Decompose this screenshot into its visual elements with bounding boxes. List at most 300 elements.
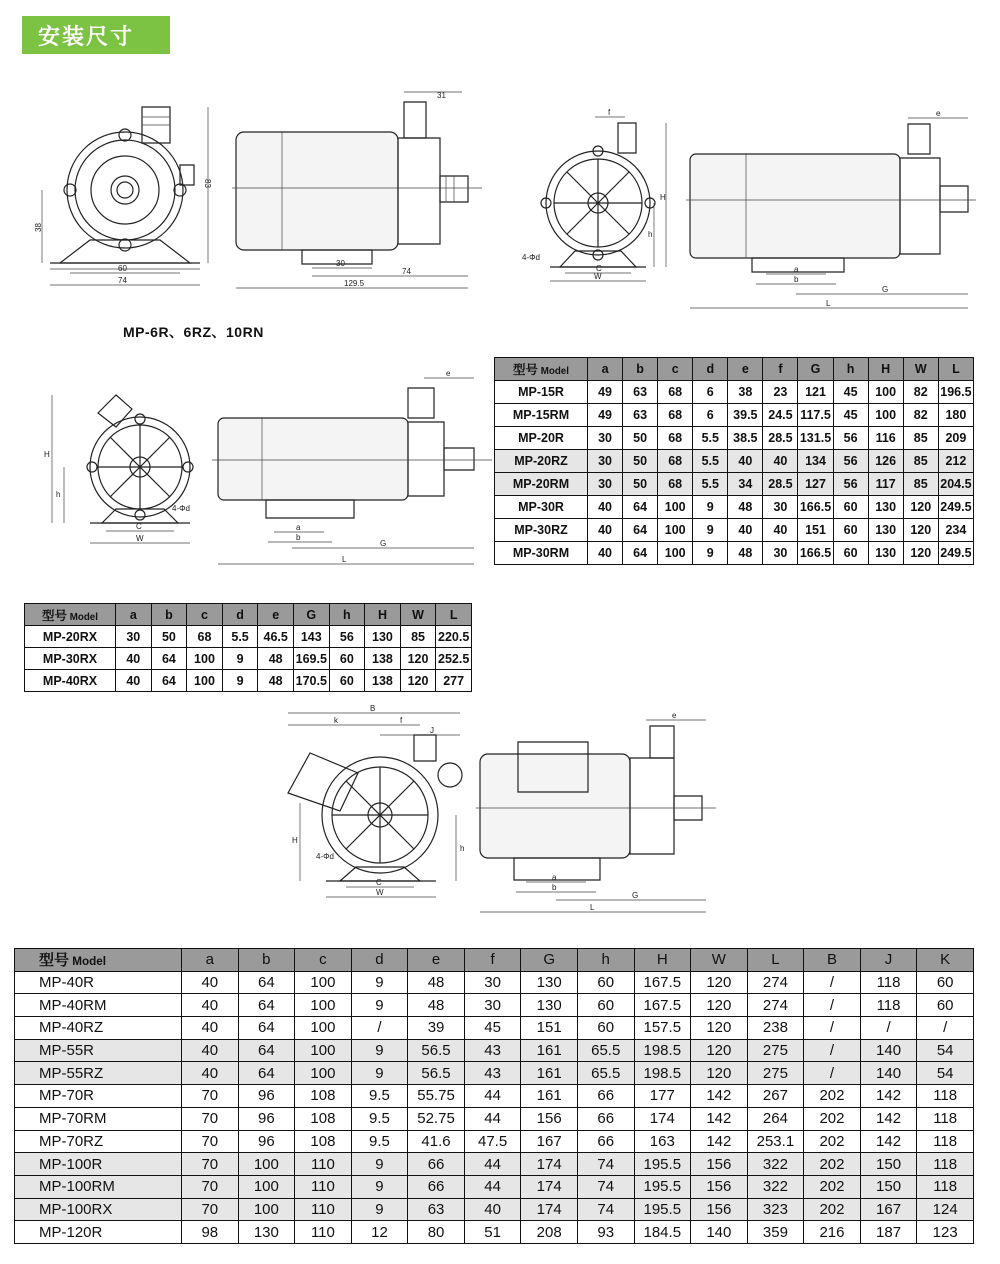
- value-cell-b: 100: [238, 1153, 295, 1176]
- value-cell-J: 142: [860, 1107, 917, 1130]
- value-cell-e: 55.75: [408, 1085, 465, 1108]
- value-cell-G: 167: [521, 1130, 578, 1153]
- value-cell-e: 66: [408, 1153, 465, 1176]
- value-cell-H: 130: [868, 496, 903, 519]
- table-row: [15, 971, 974, 994]
- value-cell-H: 157.5: [634, 1017, 691, 1040]
- model-cell: MP-30R: [495, 496, 588, 519]
- value-cell-c: 68: [658, 427, 693, 450]
- value-cell-W: 142: [691, 1130, 748, 1153]
- value-cell-G: 166.5: [798, 496, 833, 519]
- table-row: [15, 1085, 974, 1108]
- section-title: 安装尺寸: [22, 16, 170, 54]
- value-cell-L: 249.5: [938, 496, 973, 519]
- value-cell-G: 170.5: [293, 670, 329, 692]
- value-cell-H: 116: [868, 427, 903, 450]
- value-cell-G: 151: [521, 1017, 578, 1040]
- value-cell-h: 66: [577, 1107, 634, 1130]
- value-cell-L: 180: [938, 404, 973, 427]
- value-cell-c: 100: [187, 648, 223, 670]
- value-cell-a: 40: [588, 542, 623, 565]
- value-cell-e: 56.5: [408, 1062, 465, 1085]
- dim-G-3: G: [632, 891, 639, 900]
- value-cell-f: 44: [464, 1153, 521, 1176]
- model-header-en: Model: [69, 955, 107, 969]
- dim-W: W: [594, 272, 602, 281]
- value-cell-a: 30: [588, 450, 623, 473]
- value-cell-W: 120: [691, 994, 748, 1017]
- value-cell-a: 70: [182, 1198, 239, 1221]
- value-cell-d: 9: [222, 670, 258, 692]
- value-cell-a: 70: [182, 1107, 239, 1130]
- value-cell-B: 202: [804, 1153, 861, 1176]
- value-cell-a: 40: [182, 1062, 239, 1085]
- column-header-G: G: [293, 604, 329, 626]
- pump-side-view-mp40: [476, 712, 716, 917]
- value-cell-d: 12: [351, 1221, 408, 1244]
- value-cell-W: 120: [903, 519, 938, 542]
- column-header-c: c: [295, 949, 352, 972]
- dim-t31: 31: [437, 91, 446, 100]
- value-cell-c: 108: [295, 1107, 352, 1130]
- value-cell-h: 66: [577, 1085, 634, 1108]
- dim-f: f: [608, 108, 611, 117]
- column-header-K: K: [917, 949, 974, 972]
- table-row: [15, 1062, 974, 1085]
- model-cell: MP-15R: [495, 381, 588, 404]
- value-cell-H: 130: [868, 542, 903, 565]
- value-cell-d: 6: [693, 381, 728, 404]
- value-cell-W: 142: [691, 1107, 748, 1130]
- table-row: [495, 381, 974, 404]
- value-cell-h: 74: [577, 1175, 634, 1198]
- value-cell-J: 150: [860, 1175, 917, 1198]
- column-header-d: d: [222, 604, 258, 626]
- pump-front-view-mp15: [520, 105, 680, 285]
- value-cell-h: 93: [577, 1221, 634, 1244]
- value-cell-h: 60: [329, 648, 365, 670]
- value-cell-f: 28.5: [763, 427, 798, 450]
- column-header-b: b: [151, 604, 187, 626]
- value-cell-L: 277: [436, 670, 472, 692]
- value-cell-b: 64: [238, 971, 295, 994]
- column-header-e: e: [258, 604, 294, 626]
- value-cell-h: 60: [329, 670, 365, 692]
- dim-e: e: [936, 109, 941, 118]
- value-cell-W: 120: [400, 670, 436, 692]
- spec-table-mp40-mp120: [14, 948, 974, 1244]
- value-cell-J: 142: [860, 1130, 917, 1153]
- value-cell-K: 54: [917, 1039, 974, 1062]
- value-cell-f: 30: [464, 994, 521, 1017]
- value-cell-h: 74: [577, 1153, 634, 1176]
- value-cell-L: 274: [747, 971, 804, 994]
- dim-b: b: [794, 275, 799, 284]
- value-cell-L: 196.5: [938, 381, 973, 404]
- dim-H-2: H: [44, 450, 50, 459]
- model-cell: MP-40RM: [15, 994, 182, 1017]
- value-cell-J: 118: [860, 971, 917, 994]
- value-cell-B: 202: [804, 1085, 861, 1108]
- column-header-L: L: [747, 949, 804, 972]
- column-header-d: d: [693, 358, 728, 381]
- value-cell-a: 40: [182, 994, 239, 1017]
- model-cell: MP-40RX: [25, 670, 116, 692]
- dim-h-3: h: [460, 844, 465, 853]
- value-cell-e: 56.5: [408, 1039, 465, 1062]
- value-cell-H: 177: [634, 1085, 691, 1108]
- value-cell-G: 117.5: [798, 404, 833, 427]
- dim-e-3: e: [672, 711, 677, 720]
- value-cell-f: 44: [464, 1175, 521, 1198]
- value-cell-K: 118: [917, 1175, 974, 1198]
- value-cell-L: 322: [747, 1153, 804, 1176]
- value-cell-H: 174: [634, 1107, 691, 1130]
- value-cell-d: 9: [351, 1198, 408, 1221]
- value-cell-K: 123: [917, 1221, 974, 1244]
- value-cell-B: /: [804, 994, 861, 1017]
- value-cell-H: 130: [365, 626, 401, 648]
- table-row: [495, 404, 974, 427]
- column-header-d: d: [351, 949, 408, 972]
- value-cell-f: 51: [464, 1221, 521, 1244]
- column-header-h: h: [577, 949, 634, 972]
- value-cell-b: 100: [238, 1175, 295, 1198]
- value-cell-d: 9.5: [351, 1130, 408, 1153]
- model-header: [15, 949, 182, 972]
- value-cell-b: 64: [151, 648, 187, 670]
- value-cell-K: 54: [917, 1062, 974, 1085]
- dim-b74: 74: [402, 267, 411, 276]
- dim-J: J: [430, 726, 434, 735]
- value-cell-W: 140: [691, 1221, 748, 1244]
- model-cell: MP-100RX: [15, 1198, 182, 1221]
- value-cell-d: 9: [693, 519, 728, 542]
- model-cell: MP-20R: [495, 427, 588, 450]
- value-cell-e: 41.6: [408, 1130, 465, 1153]
- value-cell-d: 9: [693, 542, 728, 565]
- dim-e-2: e: [446, 369, 451, 378]
- value-cell-G: 161: [521, 1039, 578, 1062]
- column-header-b: b: [238, 949, 295, 972]
- value-cell-L: 204.5: [938, 473, 973, 496]
- value-cell-e: 38: [728, 381, 763, 404]
- value-cell-a: 30: [588, 427, 623, 450]
- value-cell-L: 275: [747, 1039, 804, 1062]
- value-cell-c: 100: [658, 496, 693, 519]
- value-cell-W: 120: [400, 648, 436, 670]
- value-cell-H: 138: [365, 670, 401, 692]
- value-cell-f: 40: [763, 450, 798, 473]
- value-cell-H: 195.5: [634, 1175, 691, 1198]
- dim-b129: 129.5: [344, 279, 365, 288]
- value-cell-d: 5.5: [693, 473, 728, 496]
- dim-b-3: b: [552, 883, 557, 892]
- value-cell-H: 138: [365, 648, 401, 670]
- value-cell-f: 44: [464, 1107, 521, 1130]
- column-header-L: L: [436, 604, 472, 626]
- dim-G-2: G: [380, 539, 387, 548]
- value-cell-c: 68: [658, 381, 693, 404]
- dim-w60: 60: [118, 264, 127, 273]
- value-cell-h: 60: [833, 496, 868, 519]
- model-cell: MP-100R: [15, 1153, 182, 1176]
- model-cell: MP-120R: [15, 1221, 182, 1244]
- value-cell-G: 151: [798, 519, 833, 542]
- table-row: [495, 496, 974, 519]
- table-row: [15, 1175, 974, 1198]
- model-cell: MP-20RM: [495, 473, 588, 496]
- value-cell-W: 120: [691, 971, 748, 994]
- model-cell: MP-30RZ: [495, 519, 588, 542]
- value-cell-W: 85: [903, 473, 938, 496]
- value-cell-W: 82: [903, 404, 938, 427]
- value-cell-W: 85: [903, 450, 938, 473]
- model-cell: MP-40RZ: [15, 1017, 182, 1040]
- value-cell-d: 9: [693, 496, 728, 519]
- dim-f-2: f: [400, 716, 403, 725]
- value-cell-G: 134: [798, 450, 833, 473]
- value-cell-J: 118: [860, 994, 917, 1017]
- value-cell-L: 249.5: [938, 542, 973, 565]
- value-cell-e: 39: [408, 1017, 465, 1040]
- value-cell-K: 118: [917, 1153, 974, 1176]
- dim-L-2: L: [342, 555, 347, 564]
- value-cell-a: 98: [182, 1221, 239, 1244]
- value-cell-a: 49: [588, 381, 623, 404]
- column-header-H: H: [634, 949, 691, 972]
- value-cell-H: 130: [868, 519, 903, 542]
- pump-front-view-mp20: [40, 385, 210, 555]
- value-cell-b: 50: [151, 626, 187, 648]
- dim-W-3: W: [376, 888, 384, 897]
- value-cell-e: 52.75: [408, 1107, 465, 1130]
- value-cell-J: 142: [860, 1085, 917, 1108]
- value-cell-c: 100: [295, 994, 352, 1017]
- value-cell-f: 24.5: [763, 404, 798, 427]
- value-cell-G: 161: [521, 1085, 578, 1108]
- table-row: [25, 670, 472, 692]
- caption-mp6: MP-6R、6RZ、10RN: [123, 324, 264, 340]
- value-cell-e: 48: [408, 971, 465, 994]
- value-cell-a: 70: [182, 1130, 239, 1153]
- table-row: [15, 1130, 974, 1153]
- value-cell-d: 9: [351, 994, 408, 1017]
- value-cell-e: 46.5: [258, 626, 294, 648]
- value-cell-c: 110: [295, 1175, 352, 1198]
- value-cell-h: 56: [833, 450, 868, 473]
- value-cell-G: 174: [521, 1175, 578, 1198]
- value-cell-c: 100: [658, 519, 693, 542]
- value-cell-G: 208: [521, 1221, 578, 1244]
- value-cell-a: 30: [116, 626, 152, 648]
- value-cell-J: 167: [860, 1198, 917, 1221]
- value-cell-b: 64: [238, 1062, 295, 1085]
- value-cell-f: 30: [464, 971, 521, 994]
- value-cell-f: 44: [464, 1085, 521, 1108]
- value-cell-b: 64: [151, 670, 187, 692]
- column-header-e: e: [408, 949, 465, 972]
- value-cell-b: 64: [238, 1039, 295, 1062]
- value-cell-J: 140: [860, 1062, 917, 1085]
- value-cell-W: 156: [691, 1175, 748, 1198]
- table-row: [15, 1039, 974, 1062]
- value-cell-e: 48: [728, 542, 763, 565]
- model-cell: MP-20RX: [25, 626, 116, 648]
- value-cell-e: 34: [728, 473, 763, 496]
- value-cell-f: 23: [763, 381, 798, 404]
- column-header-c: c: [187, 604, 223, 626]
- dim-h38: 38: [34, 223, 43, 232]
- value-cell-G: 156: [521, 1107, 578, 1130]
- value-cell-h: 60: [577, 1017, 634, 1040]
- column-header-h: h: [833, 358, 868, 381]
- dim-C-2: C: [136, 522, 142, 531]
- dim-4phid-3: 4-Φd: [316, 852, 334, 861]
- value-cell-L: 238: [747, 1017, 804, 1040]
- pump-side-view-mp6: [232, 88, 482, 298]
- value-cell-h: 74: [577, 1198, 634, 1221]
- column-header-b: b: [623, 358, 658, 381]
- value-cell-B: /: [804, 1062, 861, 1085]
- pump-side-view-mp20: [212, 370, 492, 570]
- value-cell-L: 359: [747, 1221, 804, 1244]
- value-cell-H: 117: [868, 473, 903, 496]
- value-cell-B: /: [804, 1039, 861, 1062]
- value-cell-c: 110: [295, 1198, 352, 1221]
- value-cell-f: 43: [464, 1039, 521, 1062]
- dim-4phid-2: 4-Φd: [172, 504, 190, 513]
- value-cell-h: 65.5: [577, 1062, 634, 1085]
- column-header-c: c: [658, 358, 693, 381]
- value-cell-d: 9.5: [351, 1085, 408, 1108]
- dim-L: L: [826, 299, 831, 308]
- value-cell-h: 56: [833, 473, 868, 496]
- value-cell-e: 48: [258, 648, 294, 670]
- value-cell-d: 9: [351, 1175, 408, 1198]
- value-cell-c: 108: [295, 1130, 352, 1153]
- dim-B: B: [370, 704, 376, 713]
- value-cell-K: 60: [917, 971, 974, 994]
- dim-G: G: [882, 285, 889, 294]
- value-cell-K: 124: [917, 1198, 974, 1221]
- model-header-cn: 型号: [39, 952, 70, 970]
- value-cell-H: 167.5: [634, 994, 691, 1017]
- value-cell-K: 60: [917, 994, 974, 1017]
- column-header-H: H: [868, 358, 903, 381]
- table-row: [495, 542, 974, 565]
- value-cell-f: 47.5: [464, 1130, 521, 1153]
- dim-W-2: W: [136, 534, 144, 543]
- value-cell-f: 43: [464, 1062, 521, 1085]
- value-cell-d: 9: [351, 1062, 408, 1085]
- model-cell: MP-55R: [15, 1039, 182, 1062]
- value-cell-G: 161: [521, 1062, 578, 1085]
- value-cell-B: /: [804, 971, 861, 994]
- model-cell: MP-40R: [15, 971, 182, 994]
- table-row: [25, 648, 472, 670]
- value-cell-e: 48: [408, 994, 465, 1017]
- dim-C: C: [596, 264, 602, 273]
- table-row: [15, 1198, 974, 1221]
- column-header-H: H: [365, 604, 401, 626]
- value-cell-d: 9: [351, 1153, 408, 1176]
- dim-L-3: L: [590, 903, 595, 912]
- value-cell-J: 140: [860, 1039, 917, 1062]
- dim-b-2: b: [296, 533, 301, 542]
- value-cell-c: 68: [658, 473, 693, 496]
- dim-k: k: [334, 716, 338, 725]
- model-header: [495, 358, 588, 381]
- dim-h: h: [648, 230, 653, 239]
- value-cell-e: 39.5: [728, 404, 763, 427]
- value-cell-H: 100: [868, 404, 903, 427]
- value-cell-b: 100: [238, 1198, 295, 1221]
- value-cell-c: 100: [295, 1039, 352, 1062]
- value-cell-a: 40: [182, 971, 239, 994]
- model-cell: MP-70R: [15, 1085, 182, 1108]
- value-cell-h: 60: [833, 519, 868, 542]
- value-cell-c: 100: [295, 971, 352, 994]
- value-cell-c: 100: [295, 1017, 352, 1040]
- value-cell-K: 118: [917, 1107, 974, 1130]
- value-cell-f: 30: [763, 496, 798, 519]
- model-cell: MP-15RM: [495, 404, 588, 427]
- value-cell-h: 66: [577, 1130, 634, 1153]
- value-cell-h: 60: [577, 994, 634, 1017]
- value-cell-e: 38.5: [728, 427, 763, 450]
- value-cell-G: 130: [521, 994, 578, 1017]
- model-cell: MP-20RZ: [495, 450, 588, 473]
- value-cell-G: 131.5: [798, 427, 833, 450]
- value-cell-W: 120: [903, 542, 938, 565]
- column-header-a: a: [182, 949, 239, 972]
- value-cell-d: 6: [693, 404, 728, 427]
- model-cell: MP-100RM: [15, 1175, 182, 1198]
- value-cell-H: 163: [634, 1130, 691, 1153]
- value-cell-K: 118: [917, 1130, 974, 1153]
- value-cell-W: 156: [691, 1153, 748, 1176]
- value-cell-G: 174: [521, 1153, 578, 1176]
- value-cell-b: 64: [623, 496, 658, 519]
- value-cell-d: 9: [351, 1039, 408, 1062]
- value-cell-c: 68: [658, 450, 693, 473]
- dim-H-3: H: [292, 836, 298, 845]
- dim-a: a: [794, 265, 799, 274]
- value-cell-b: 96: [238, 1130, 295, 1153]
- value-cell-L: 220.5: [436, 626, 472, 648]
- model-cell: MP-30RX: [25, 648, 116, 670]
- value-cell-G: 169.5: [293, 648, 329, 670]
- table-row: [25, 626, 472, 648]
- value-cell-c: 110: [295, 1221, 352, 1244]
- value-cell-e: 40: [728, 519, 763, 542]
- value-cell-H: 100: [868, 381, 903, 404]
- dim-w74: 74: [118, 276, 127, 285]
- value-cell-G: 143: [293, 626, 329, 648]
- value-cell-H: 126: [868, 450, 903, 473]
- value-cell-a: 40: [182, 1017, 239, 1040]
- value-cell-H: 198.5: [634, 1062, 691, 1085]
- table-row: [15, 994, 974, 1017]
- value-cell-J: 187: [860, 1221, 917, 1244]
- value-cell-b: 96: [238, 1085, 295, 1108]
- value-cell-W: 120: [691, 1039, 748, 1062]
- value-cell-b: 63: [623, 404, 658, 427]
- table-row: [495, 519, 974, 542]
- value-cell-W: 120: [691, 1062, 748, 1085]
- value-cell-e: 40: [728, 450, 763, 473]
